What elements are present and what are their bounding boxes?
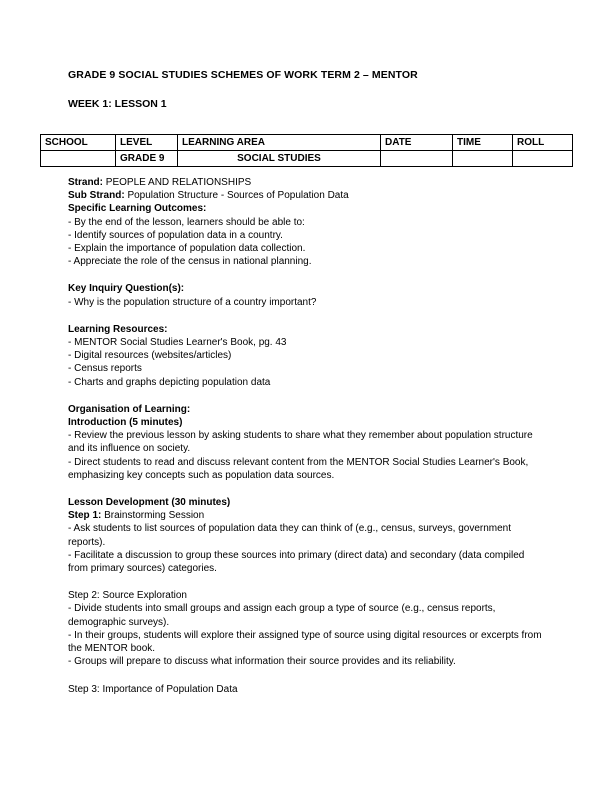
header-date: DATE	[381, 135, 453, 151]
paragraph-block	[68, 323, 546, 389]
document-title: GRADE 9 SOCIAL STUDIES SCHEMES OF WORK TERM 2 – MENTOR	[68, 69, 418, 81]
body-line: Step 1: Brainstorming Session	[68, 510, 205, 522]
level-value-cell: GRADE 9	[116, 151, 178, 167]
paragraph-block	[68, 683, 546, 696]
body-line: - Digital resources (websites/articles)	[68, 350, 232, 362]
body-line: Step 3: Importance of Population Data	[68, 683, 238, 695]
body-line: - In their groups, students will explore their assigned type of source using digital resources or excerpts from the MENTOR book.	[68, 629, 542, 655]
date-value-cell	[381, 151, 453, 167]
body-line: - By the end of the lesson, learners should be able to:	[68, 216, 305, 228]
body-line: - Direct students to read and discuss relevant content from the MENTOR Social Studies Learner's Book, emphasizing key concepts such as population data sources.	[68, 456, 529, 481]
body-line	[68, 282, 546, 295]
body-line-bold-label: Specific Learning Outcomes:	[68, 203, 207, 215]
body-line-bold-label: Introduction (5 minutes)	[68, 417, 183, 429]
body-line: - Groups will prepare to discuss what information their source provides and its reliability.	[68, 656, 456, 668]
body-line: Sub Strand: Population Structure - Sources of Population Data	[68, 190, 349, 202]
body-line: Strand: PEOPLE AND RELATIONSHIPS	[68, 177, 252, 188]
header-school: SCHOOL	[41, 135, 116, 151]
table-value-row	[41, 151, 573, 167]
body-line: - Census reports	[68, 363, 142, 375]
body-line	[68, 403, 546, 416]
body-line: - Explain the importance of population data collection.	[68, 243, 306, 255]
learning-area-value-cell: SOCIAL STUDIES	[178, 151, 381, 167]
school-value-cell	[41, 151, 116, 167]
paragraph-block	[68, 282, 546, 308]
body-line-bold-label: Step 1:	[68, 510, 102, 522]
body-line: - Identify sources of population data in a country.	[68, 229, 283, 241]
body-line: - Charts and graphs depicting population data	[68, 376, 271, 388]
header-level: LEVEL	[116, 135, 178, 151]
body-line: - MENTOR Social Studies Learner's Book, pg. 43	[68, 337, 287, 349]
body-line-bold-label: Learning Resources:	[68, 323, 168, 335]
body-line: - Facilitate a discussion to group these sources into primary (direct data) and secondary (data compiled from primary sources) categories.	[68, 549, 525, 575]
body-line: - Review the previous lesson by asking students to share what they remember about population structure and its influence on society.	[68, 430, 533, 455]
paragraph-block	[68, 589, 546, 668]
body-line: - Why is the population structure of a country important?	[68, 296, 317, 308]
body-line: - Divide students into small groups and assign each group a type of source (e.g., census reports, demographic surveys).	[68, 603, 496, 628]
week-heading: WEEK 1: LESSON 1	[68, 98, 167, 110]
paragraph-block	[68, 496, 546, 575]
paragraph-block	[68, 403, 546, 482]
body-line-bold-label: Sub Strand:	[68, 190, 125, 202]
body-line: - Ask students to list sources of population data they can think of (e.g., census, surveys, government reports).	[68, 523, 512, 548]
body-line	[68, 496, 546, 509]
body-line	[68, 416, 546, 429]
body-line-bold-label: Strand:	[68, 177, 103, 188]
body-line: Step 2: Source Exploration	[68, 590, 187, 602]
header-learning-area: LEARNING AREA	[178, 135, 381, 151]
body-line-bold-label: Lesson Development (30 minutes)	[68, 497, 231, 509]
body-line	[68, 323, 546, 336]
roll-value-cell	[513, 151, 573, 167]
header-roll: ROLL	[513, 135, 573, 151]
time-value-cell	[453, 151, 513, 167]
lesson-body	[68, 176, 546, 696]
body-line	[68, 202, 546, 215]
lesson-info-table	[40, 134, 573, 167]
body-line-bold-label: Organisation of Learning:	[68, 403, 191, 415]
header-time: TIME	[453, 135, 513, 151]
body-line: - Appreciate the role of the census in national planning.	[68, 256, 312, 268]
paragraph-block	[68, 176, 546, 268]
table-header-row	[41, 135, 573, 151]
body-line-bold-label: Key Inquiry Question(s):	[68, 283, 185, 295]
